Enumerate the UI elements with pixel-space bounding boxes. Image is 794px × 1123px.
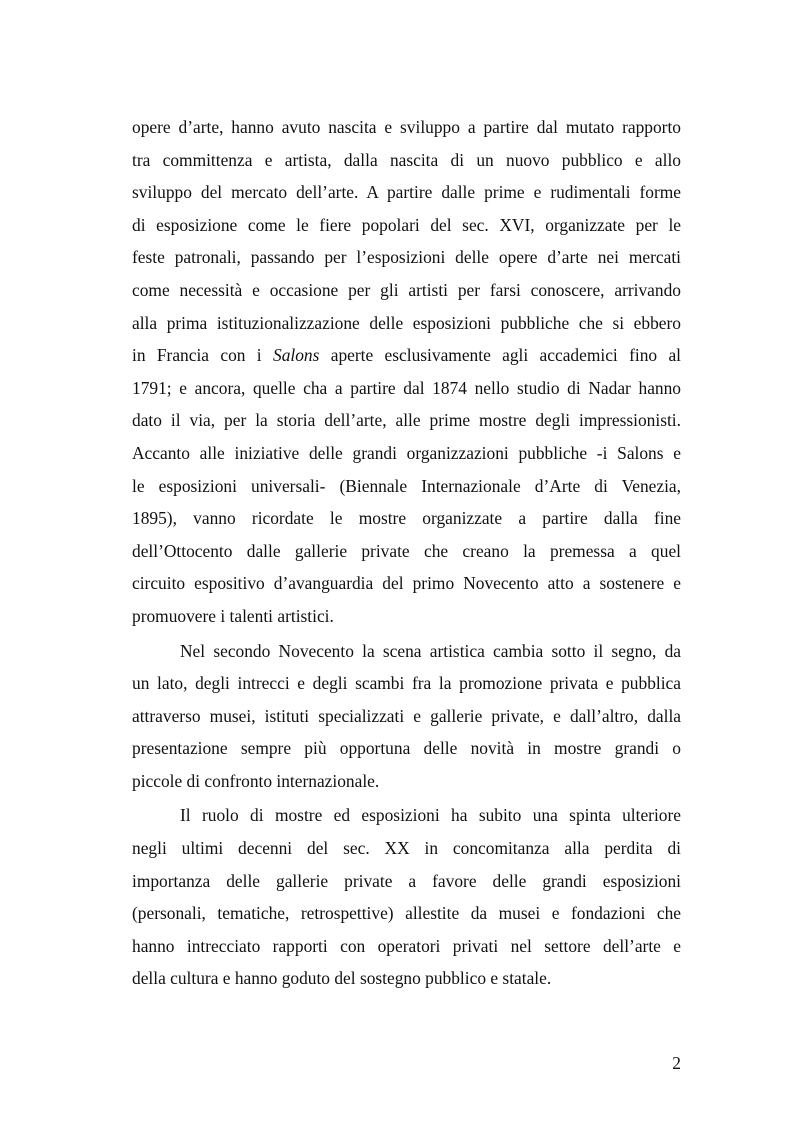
paragraph-1 — [132, 111, 681, 633]
text-line: alla prima istituzionalizzazione delle esposizioni pubbliche che si ebbero — [132, 312, 681, 333]
text-line: della cultura e hanno goduto del sostegno pubblico e statale. — [132, 968, 552, 989]
text-line: di esposizione come le fiere popolari del sec. XVI, organizzate per le — [132, 214, 681, 235]
text-line: Nel secondo Novecento la scena artistica cambia sotto il segno, da — [180, 640, 681, 661]
text-line: opere d’arte, hanno avuto nascita e sviluppo a partire dal mutato rapporto — [132, 117, 681, 137]
text-line: sviluppo del mercato dell’arte. A partire dalle prime e rudimentali forme — [132, 182, 681, 203]
italic-term-salons: Salons — [273, 345, 320, 366]
text-line: tra committenza e artista, dalla nascita di un nuovo pubblico e allo — [132, 149, 681, 170]
text-line: le esposizioni universali- (Biennale Internazionale d’Arte di Venezia, — [132, 475, 681, 496]
paragraph-2 — [132, 635, 681, 798]
text-line: hanno intrecciato rapporti con operatori privati nel settore dell’arte e — [132, 935, 681, 956]
text-line: promuovere i talenti artistici. — [132, 605, 334, 626]
text-line: come necessità e occasione per gli artisti per farsi conoscere, arrivando — [132, 279, 681, 300]
text-line: Il ruolo di mostre ed esposizioni ha subito una spinta ulteriore — [180, 805, 681, 826]
text-line: circuito espositivo d’avanguardia del primo Novecento atto a sostenere e — [132, 573, 681, 594]
text-line: dato il via, per la storia dell’arte, alle prime mostre degli impressionisti. — [132, 410, 681, 431]
text-line: piccole di confronto internazionale. — [132, 770, 380, 791]
text-run: in Francia con i — [132, 345, 273, 366]
text-line — [132, 339, 681, 372]
text-line: attraverso musei, istituti specializzati e gallerie private, e dall’altro, dalla — [132, 705, 681, 726]
text-line: importanza delle gallerie private a favore delle grandi esposizioni — [132, 870, 681, 891]
text-line: negli ultimi decenni del sec. XX in concomitanza alla perdita di — [132, 838, 681, 859]
text-line: un lato, degli intrecci e degli scambi fra la promozione privata e pubblica — [132, 673, 681, 694]
text-line: (personali, tematiche, retrospettive) allestite da musei e fondazioni che — [132, 903, 681, 924]
text-line: presentazione sempre più opportuna delle novità in mostre grandi o — [132, 738, 681, 759]
page-body — [132, 111, 681, 995]
paragraph-3 — [132, 799, 681, 995]
text-run: aperte esclusivamente agli accademici fino al — [319, 345, 682, 366]
text-line: feste patronali, passando per l’esposizioni delle opere d’arte nei mercati — [132, 247, 681, 268]
text-line: Accanto alle iniziative delle grandi organizzazioni pubbliche -i Salons e — [132, 442, 681, 463]
text-line: dell’Ottocento dalle gallerie private che creano la premessa a quel — [132, 540, 681, 561]
page-number: 2 — [672, 1053, 681, 1073]
text-line: 1895), vanno ricordate le mostre organizzate a partire dalla fine — [132, 508, 681, 529]
text-line: 1791; e ancora, quelle cha a partire dal 1874 nello studio di Nadar hanno — [132, 377, 681, 398]
